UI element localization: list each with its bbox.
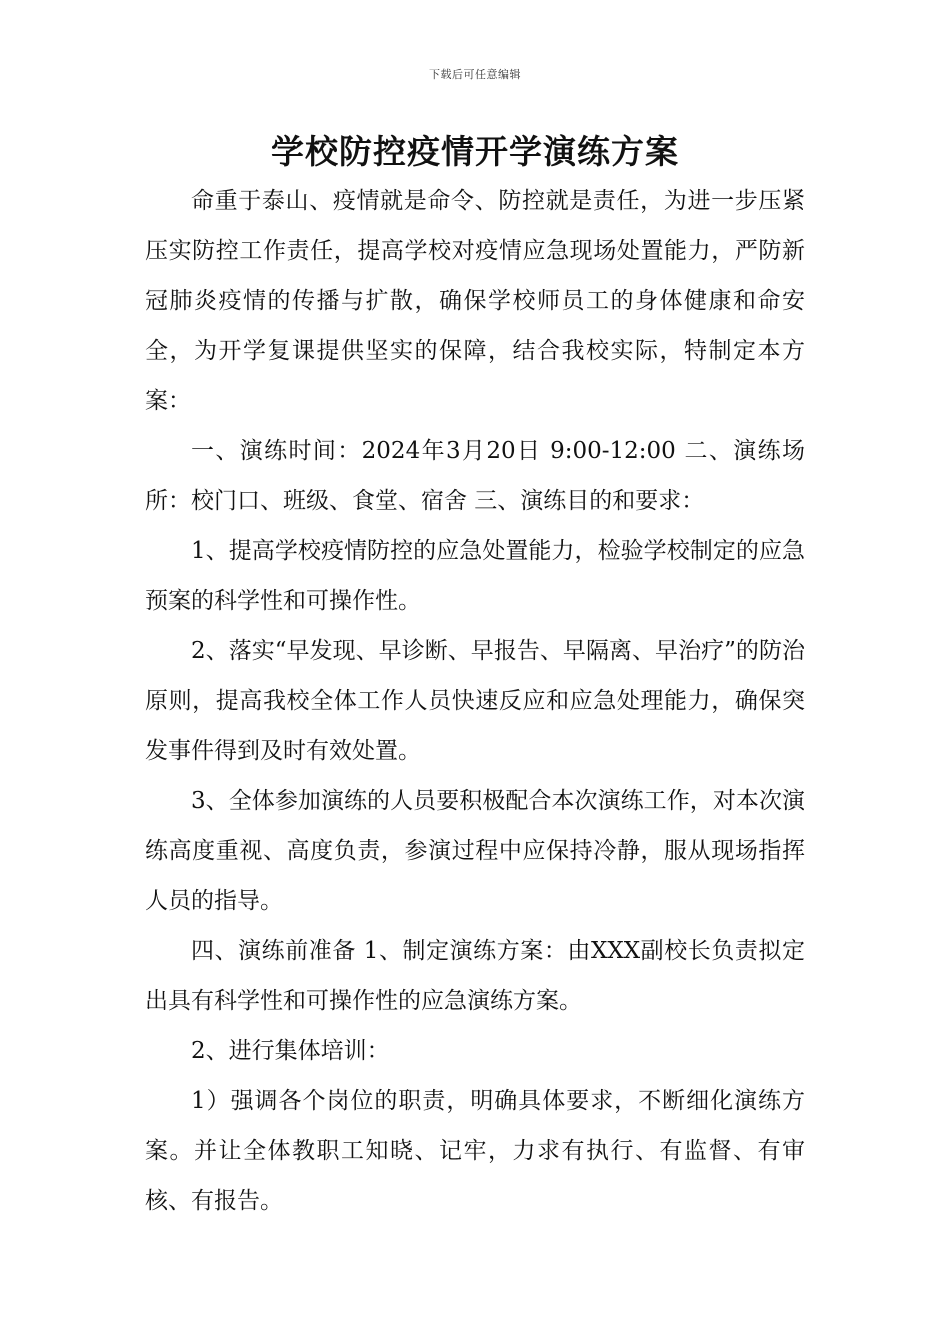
paragraph-time-place: 一、演练时间：2024年3月20日 9:00-12:00 二、演练场所：校门口、班级、食堂、宿舍 三、演练目的和要求： [145,438,805,514]
paragraph-goal-3: 3、全体参加演练的人员要积极配合本次演练工作，对本次演练高度重视、高度负责，参演过程中应保持冷静，服从现场指挥人员的指导。 [145,788,805,914]
document-title: 学校防控疫情开学演练方案 [271,132,679,171]
paragraph-training-1: 1）强调各个岗位的职责，明确具体要求，不断细化演练方案。并让全体教职工知晓、记牢，力求有执行、有监督、有审核、有报告。 [145,1088,805,1214]
header-note: 下载后可任意编辑 [429,68,521,81]
paragraph-goal-1: 1、提高学校疫情防控的应急处置能力，检验学校制定的应急预案的科学性和可操作性。 [145,538,805,614]
paragraph-training: 2、进行集体培训： [191,1038,390,1064]
document-body [145,176,805,1226]
paragraph-goal-2: 2、落实“早发现、早诊断、早报告、早隔离、早治疗”的防治原则，提高我校全体工作人员快速反应和应急处理能力，确保突发事件得到及时有效处置。 [145,638,805,764]
paragraph-preparation: 四、演练前准备 1、制定演练方案：由XXX副校长负责拟定出具有科学性和可操作性的应急演练方案。 [145,938,805,1014]
paragraph-intro: 命重于泰山、疫情就是命令、防控就是责任，为进一步压紧压实防控工作责任，提高学校对疫情应急现场处置能力，严防新冠肺炎疫情的传播与扩散，确保学校师员工的身体健康和命安全，为开学复课提供坚实的保障，结合我校实际，特制定本方案： [145,188,805,414]
